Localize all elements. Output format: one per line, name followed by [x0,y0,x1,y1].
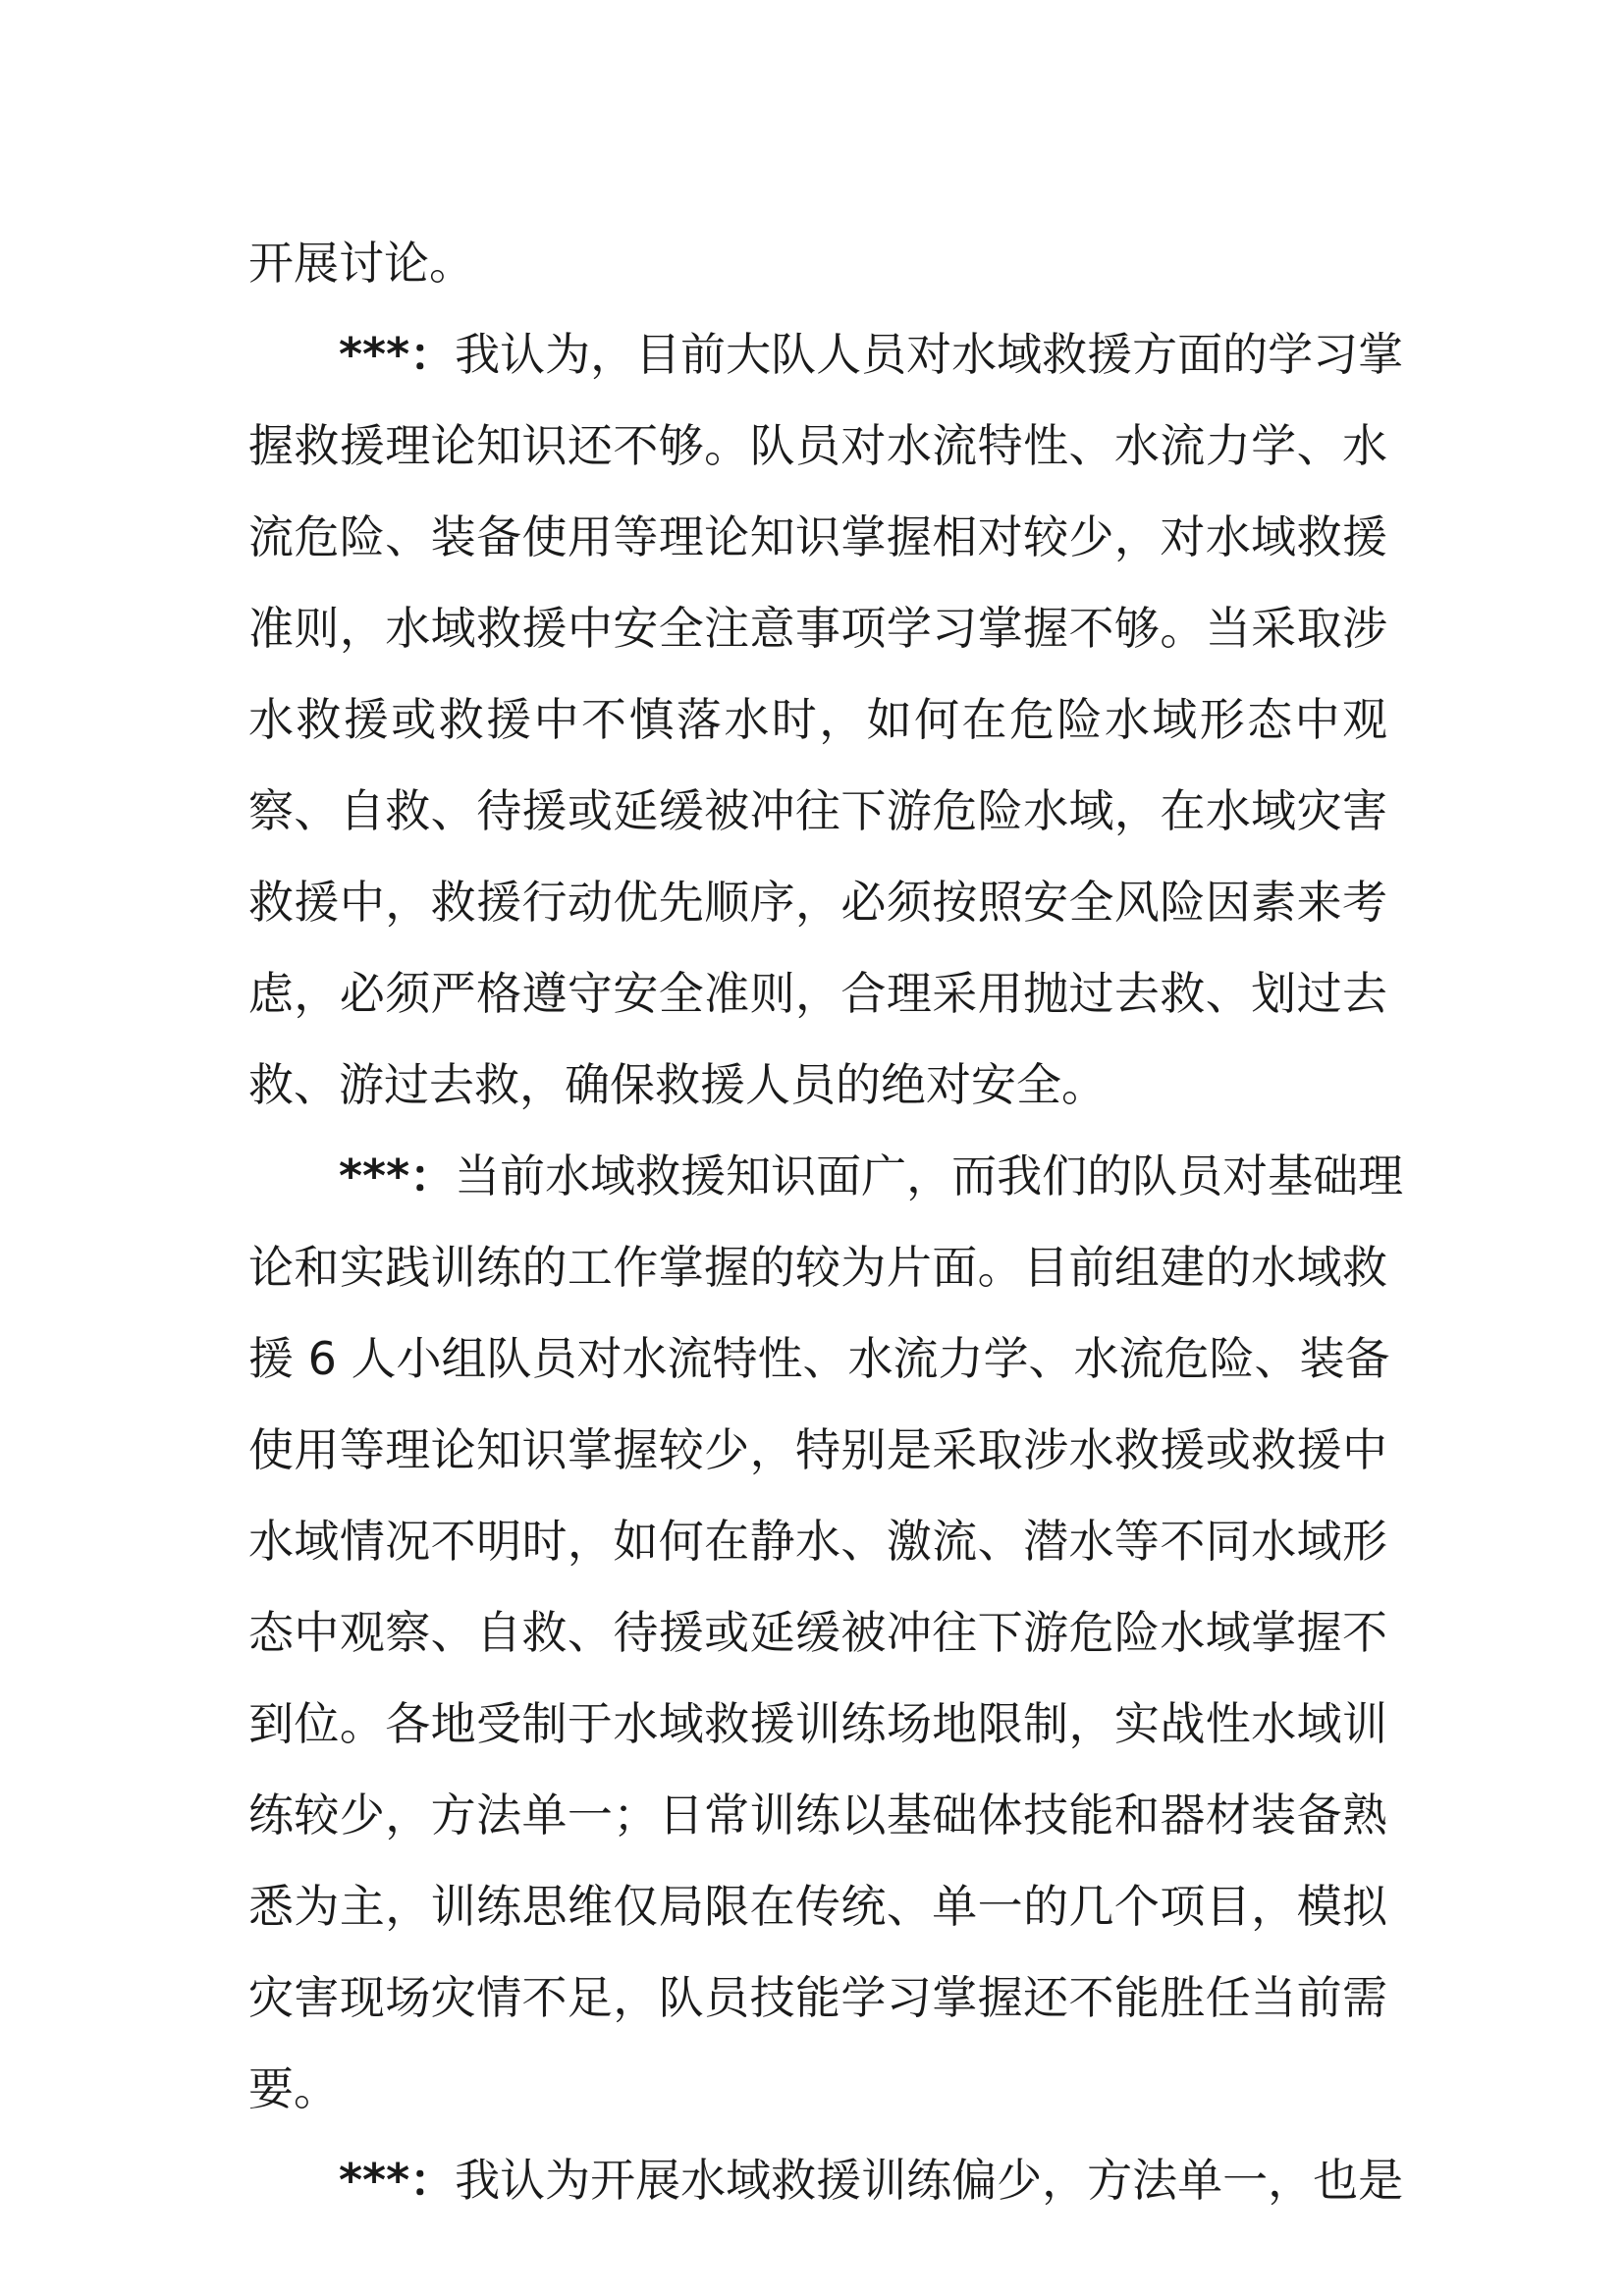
text-segment: 我认为开展水域救援训练偏少，方法单一，也是 [455,2154,1404,2207]
text-segment: 我认为，目前大队人员对水域救援方面的学习掌 [455,328,1404,381]
text-line: 要。 [248,2062,339,2115]
text-line: 使用等理论知识掌握较少，特别是采取涉水救援或救援中 [248,1423,1387,1476]
text-line-first [248,309,1404,400]
text-line: 练较少，方法单一；日常训练以基础体技能和器材装备熟 [248,1789,1387,1842]
document-page [248,218,1404,2226]
paragraph-speaker-1 [248,309,1404,1131]
paragraph-speaker-2 [248,1131,1404,2135]
speaker-label: ***： [339,328,456,381]
speaker-label: ***： [339,1149,456,1202]
text-line: 态中观察、自救、待援或延缓被冲往下游危险水域掌握不 [248,1606,1387,1659]
speaker-label: ***： [339,2154,456,2207]
text-segment: 当前水域救援知识面广，而我们的队员对基础理 [455,1149,1404,1202]
text-line: 救援中，救援行动优先顺序，必须按照安全风险因素来考 [248,876,1387,929]
text-line: 水域情况不明时，如何在静水、激流、潜水等不同水域形 [248,1515,1387,1568]
paragraph-continuation [248,218,1387,309]
text-line: 流危险、装备使用等理论知识掌握相对较少，对水域救援 [248,510,1387,563]
text-line: 察、自救、待援或延缓被冲往下游危险水域，在水域灾害 [248,784,1387,837]
text-line: 灾害现场灾情不足，队员技能学习掌握还不能胜任当前需 [248,1971,1387,2024]
text-line: 准则，水域救援中安全注意事项学习掌握不够。当采取涉 [248,602,1387,655]
text-line: 开展讨论。 [248,237,474,290]
paragraph-speaker-3 [248,2135,1404,2226]
text-line-first [248,2135,1404,2226]
text-line: 援 6 人小组队员对水流特性、水流力学、水流危险、装备 [248,1332,1390,1385]
text-line-first [248,1131,1404,1222]
text-line: 水救援或救援中不慎落水时，如何在危险水域形态中观 [248,693,1387,746]
text-line: 救、游过去救，确保救援人员的绝对安全。 [248,1058,1107,1111]
text-line: 握救援理论知识还不够。队员对水流特性、水流力学、水 [248,419,1387,472]
text-line: 虑，必须严格遵守安全准则，合理采用抛过去救、划过去 [248,967,1387,1020]
text-line: 论和实践训练的工作掌握的较为片面。目前组建的水域救 [248,1241,1387,1294]
text-line: 悉为主，训练思维仅局限在传统、单一的几个项目，模拟 [248,1880,1387,1933]
text-line: 到位。各地受制于水域救援训练场地限制，实战性水域训 [248,1697,1387,1750]
